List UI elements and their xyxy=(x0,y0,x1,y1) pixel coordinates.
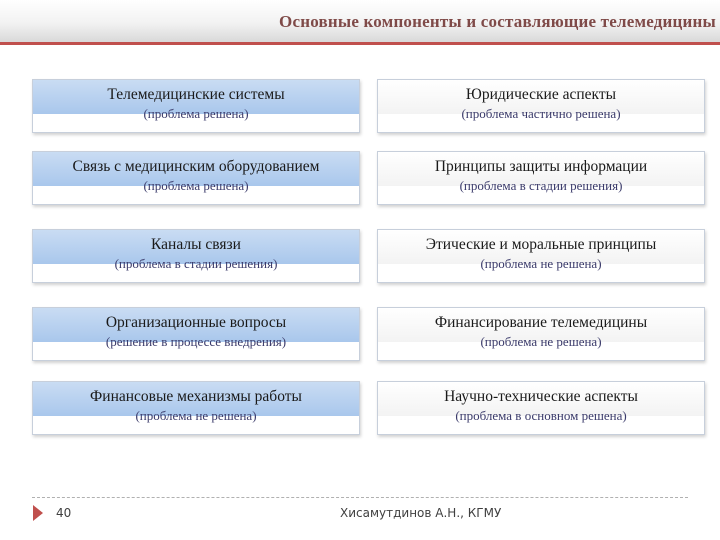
card-status: (решение в процессе внедрения) xyxy=(105,334,287,349)
footer-author: Хисамутдинов А.Н., КГМУ xyxy=(340,506,502,520)
component-card-data-protection xyxy=(377,151,705,205)
card-status: (проблема не решена) xyxy=(135,408,257,423)
component-card-communication-channels xyxy=(32,229,360,283)
component-card-financial-mechanisms xyxy=(32,381,360,435)
card-title: Финансовые механизмы работы xyxy=(90,388,302,405)
card-title: Юридические аспекты xyxy=(465,86,617,103)
card-status: (проблема решена) xyxy=(143,178,249,193)
card-status: (проблема решена) xyxy=(143,106,249,121)
component-card-scientific-technical xyxy=(377,381,705,435)
card-status: (проблема в основном решена) xyxy=(455,408,627,423)
component-card-telemedicine-systems xyxy=(32,79,360,133)
slide-title: Основные компоненты и составляющие телемедицины xyxy=(279,12,716,31)
card-title: Финансирование телемедицины xyxy=(434,314,648,331)
card-title: Принципы защиты информации xyxy=(434,158,648,175)
card-title: Связь с медицинским оборудованием xyxy=(72,158,320,175)
card-title: Телемедицинские системы xyxy=(107,86,285,103)
component-card-financing xyxy=(377,307,705,361)
card-status: (проблема в стадии решения) xyxy=(459,178,623,193)
component-card-medical-equipment xyxy=(32,151,360,205)
card-status: (проблема в стадии решения) xyxy=(114,256,278,271)
card-title: Этические и моральные принципы xyxy=(425,236,657,253)
card-title: Организационные вопросы xyxy=(105,314,287,331)
page-number: 40 xyxy=(56,506,72,520)
component-card-legal-aspects xyxy=(377,79,705,133)
card-title: Научно-технические аспекты xyxy=(444,388,638,405)
card-status: (проблема не решена) xyxy=(480,334,602,349)
component-card-ethical-principles xyxy=(377,229,705,283)
card-status: (проблема частично решена) xyxy=(461,106,621,121)
footer-divider xyxy=(32,497,688,498)
card-title: Каналы связи xyxy=(151,236,241,253)
component-card-organizational-issues xyxy=(32,307,360,361)
card-status: (проблема не решена) xyxy=(480,256,602,271)
header-accent-line xyxy=(0,42,720,45)
arrow-right-icon xyxy=(33,505,43,521)
